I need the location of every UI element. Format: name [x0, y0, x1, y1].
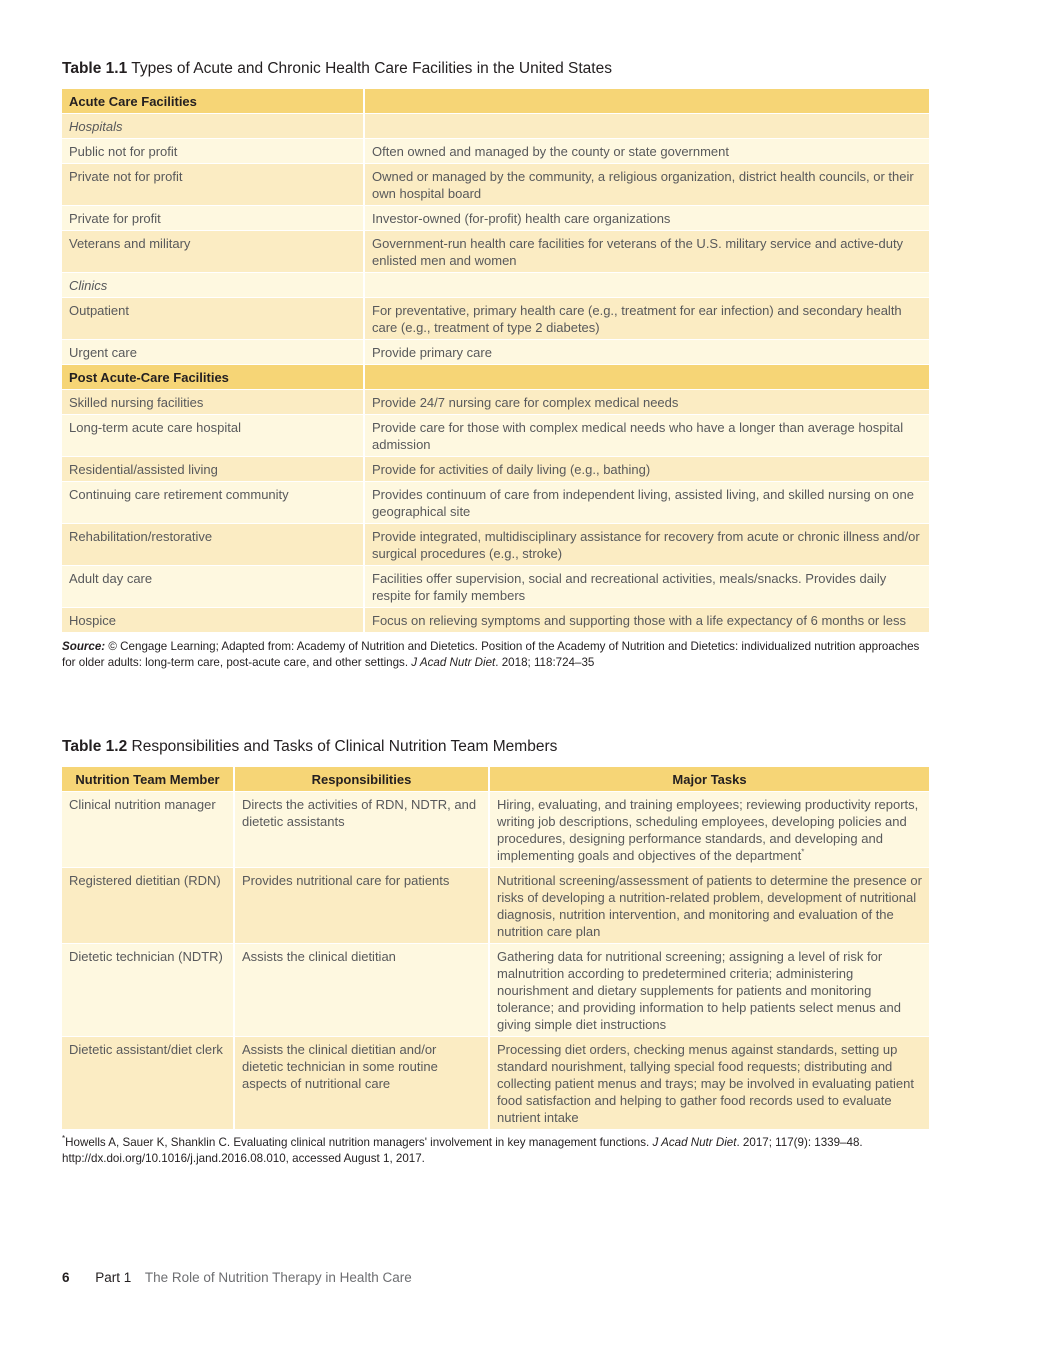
facility-type-cell: Private for profit: [62, 206, 364, 231]
facility-type-cell: Hospice: [62, 608, 364, 633]
facility-description-cell: Owned or managed by the community, a religious organization, district health councils, or their own hospital board: [364, 164, 929, 206]
part-label: Part 1: [95, 1270, 132, 1285]
footnote-journal: J Acad Nutr Diet: [652, 1136, 737, 1149]
table-row: [62, 944, 929, 1037]
responsibility-cell: [234, 1037, 489, 1130]
table2-title: Responsibilities and Tasks of Clinical Nutrition Team Members: [131, 738, 558, 755]
table-row: [62, 792, 929, 868]
responsibility-text: Assists the clinical dietitian and/or dietetic technician in some routine aspects of nutritional care: [242, 1042, 438, 1091]
team-member-cell: [62, 1037, 234, 1130]
table-row: [62, 390, 929, 415]
table-row: [62, 524, 929, 566]
table-row: [62, 139, 929, 164]
table2-caption: [62, 738, 557, 756]
facility-description-cell: Provide care for those with complex medical needs who have a longer than average hospital admission: [364, 415, 929, 457]
responsibility-cell: [234, 868, 489, 944]
responsibility-cell: [234, 792, 489, 868]
table-row: [62, 164, 929, 206]
table1-caption: [62, 60, 612, 78]
table-row: [62, 415, 929, 457]
facility-type-cell: Urgent care: [62, 340, 364, 365]
page-number: 6: [62, 1270, 70, 1285]
facility-type-cell: Public not for profit: [62, 139, 364, 164]
team-member-cell: [62, 792, 234, 868]
facility-type-cell: Long-term acute care hospital: [62, 415, 364, 457]
table2-label: Table 1.2: [62, 738, 128, 755]
major-tasks-text: Gathering data for nutritional screening; assigning a level of risk for malnutrition according to predetermined criteria; administering nourishment and dietary supplements for patients and monitoring tolerance; and providing information to help patients select menus and giving simple diet instructions: [497, 949, 901, 1032]
team-table-body: [62, 792, 929, 1130]
table-row: [62, 868, 929, 944]
facility-type-cell: Continuing care retirement community: [62, 482, 364, 524]
source-label: Source:: [62, 640, 106, 653]
facility-type-cell: Adult day care: [62, 566, 364, 608]
footnote-marker: *: [62, 1134, 66, 1144]
table1-source: [62, 639, 928, 671]
facility-description-cell: Government-run health care facilities for veterans of the U.S. military service and active-duty enlisted men and women: [364, 231, 929, 273]
table-row: [62, 231, 929, 273]
subsection-row: [62, 114, 929, 139]
table-row: [62, 566, 929, 608]
facility-type-cell: Acute Care Facilities: [62, 89, 364, 114]
part-title: The Role of Nutrition Therapy in Health Care: [144, 1270, 412, 1285]
section-header-row: [62, 365, 929, 390]
task-footnote-marker: *: [801, 847, 805, 857]
facility-type-cell: Veterans and military: [62, 231, 364, 273]
header-major-tasks: Major Tasks: [489, 767, 929, 792]
team-member-text: Dietetic assistant/diet clerk: [69, 1042, 223, 1057]
team-table-header: [62, 767, 929, 792]
facility-description-cell: [364, 273, 929, 298]
footnote-text: Howells A, Sauer K, Shanklin C. Evaluating clinical nutrition managers' involvement in key management functions.: [65, 1136, 650, 1149]
table2-footnote: [62, 1135, 928, 1167]
facility-description-cell: Provides continuum of care from independent living, assisted living, and skilled nursing on one geographical site: [364, 482, 929, 524]
facilities-table-body: [62, 89, 929, 633]
source-tail: . 2018; 118:724–35: [495, 656, 595, 669]
section-header-row: [62, 89, 929, 114]
header-team-member: Nutrition Team Member: [62, 767, 234, 792]
subsection-row: [62, 273, 929, 298]
header-responsibilities: Responsibilities: [234, 767, 489, 792]
facility-description-cell: [364, 114, 929, 139]
table-row: [62, 206, 929, 231]
facility-description-cell: [364, 365, 929, 390]
footnote-tail: . 2017; 117(9): 1339–48. http://dx.doi.org/10.1016/j.jand.2016.08.010, accessed August 1, 2017.: [62, 1136, 863, 1165]
facility-description-cell: Provide 24/7 nursing care for complex medical needs: [364, 390, 929, 415]
responsibility-text: Provides nutritional care for patients: [242, 873, 450, 888]
responsibility-text: Directs the activities of RDN, NDTR, and dietetic assistants: [242, 797, 477, 829]
major-tasks-cell: [489, 792, 929, 868]
major-tasks-text: Nutritional screening/assessment of patients to determine the presence or risks of developing a nutrition-related problem, development of nutritional diagnosis, nutrition intervention, and monitoring and evaluation of the nutrition care plan: [497, 873, 922, 939]
facility-description-cell: Investor-owned (for-profit) health care organizations: [364, 206, 929, 231]
major-tasks-cell: [489, 944, 929, 1037]
facility-type-cell: Residential/assisted living: [62, 457, 364, 482]
facility-type-cell: Hospitals: [62, 114, 364, 139]
table-row: [62, 457, 929, 482]
table-row: [62, 1037, 929, 1130]
source-text: © Cengage Learning; Adapted from: Academy of Nutrition and Dietetics. Position of the Academy of Nutrition and Dietetics: individualized nutrition approaches for older adults: long-term care, post-acute care, and other settings.: [62, 640, 920, 669]
facility-type-cell: Clinics: [62, 273, 364, 298]
page-footer: [62, 1270, 412, 1285]
facilities-table: [62, 89, 929, 633]
team-member-cell: [62, 944, 234, 1037]
facility-description-cell: Often owned and managed by the county or state government: [364, 139, 929, 164]
facility-type-cell: Rehabilitation/restorative: [62, 524, 364, 566]
facility-description-cell: Provide for activities of daily living (e.g., bathing): [364, 457, 929, 482]
team-member-text: Dietetic technician (NDTR): [69, 949, 223, 964]
facility-type-cell: Skilled nursing facilities: [62, 390, 364, 415]
facility-type-cell: Outpatient: [62, 298, 364, 340]
responsibility-cell: [234, 944, 489, 1037]
team-table: [62, 767, 929, 1130]
responsibility-text: Assists the clinical dietitian: [242, 949, 396, 964]
facility-description-cell: Facilities offer supervision, social and recreational activities, meals/snacks. Provides daily respite for family members: [364, 566, 929, 608]
table1-title: Types of Acute and Chronic Health Care Facilities in the United States: [131, 60, 612, 77]
source-journal: J Acad Nutr Diet: [411, 656, 496, 669]
team-member-text: Registered dietitian (RDN): [69, 873, 221, 888]
table1-label: Table 1.1: [62, 60, 128, 77]
table-row: [62, 482, 929, 524]
facility-type-cell: Private not for profit: [62, 164, 364, 206]
team-member-text: Clinical nutrition manager: [69, 797, 216, 812]
table-row: [62, 298, 929, 340]
facility-description-cell: For preventative, primary health care (e.g., treatment for ear infection) and secondary health care (e.g., treatment of type 2 diabetes): [364, 298, 929, 340]
table-row: [62, 608, 929, 633]
major-tasks-text: Processing diet orders, checking menus against standards, setting up standard nourishment, tallying special food requests; distributing and collecting patient menus and trays; may be involved in evaluating patient food satisfaction and helping to gather food records used to evaluate nutrient intake: [497, 1042, 914, 1125]
major-tasks-cell: [489, 868, 929, 944]
facility-description-cell: Provide integrated, multidisciplinary assistance for recovery from acute or chronic illness and/or surgical procedures (e.g., stroke): [364, 524, 929, 566]
major-tasks-text: Hiring, evaluating, and training employees; reviewing productivity reports, writing job descriptions, scheduling employees, developing policies and procedures, designing performance standards, and developing and implementing goals and objectives of the department: [497, 797, 919, 863]
team-member-cell: [62, 868, 234, 944]
facility-description-cell: Focus on relieving symptoms and supporting those with a life expectancy of 6 months or less: [364, 608, 929, 633]
facility-description-cell: [364, 89, 929, 114]
table-row: [62, 340, 929, 365]
facility-description-cell: Provide primary care: [364, 340, 929, 365]
facility-type-cell: Post Acute-Care Facilities: [62, 365, 364, 390]
major-tasks-cell: [489, 1037, 929, 1130]
